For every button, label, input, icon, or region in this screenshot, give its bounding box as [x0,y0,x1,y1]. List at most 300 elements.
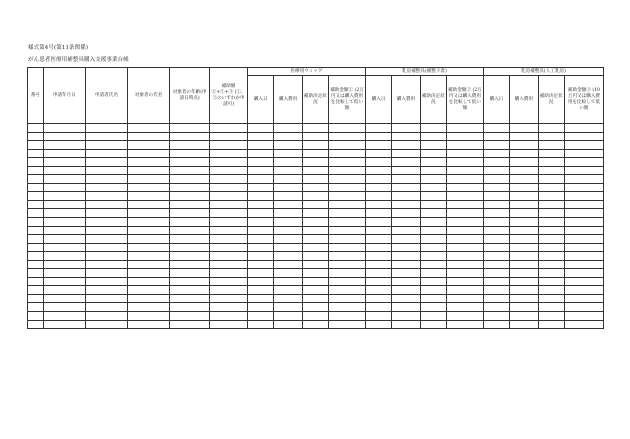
table-cell[interactable] [170,209,210,218]
table-cell[interactable] [210,260,248,269]
table-cell[interactable] [274,158,302,167]
table-cell[interactable] [446,158,483,167]
table-cell[interactable] [128,235,170,244]
table-cell[interactable] [446,183,483,192]
table-cell[interactable] [85,235,127,244]
table-cell[interactable] [483,209,509,218]
table-cell[interactable] [128,175,170,184]
table-cell[interactable] [248,209,274,218]
table-cell[interactable] [329,226,366,235]
table-cell[interactable] [85,149,127,158]
table-cell[interactable] [329,149,366,158]
table-cell[interactable] [420,303,446,312]
table-cell[interactable] [392,269,420,278]
table-cell[interactable] [483,149,509,158]
table-cell[interactable] [85,218,127,227]
table-cell[interactable] [564,312,603,321]
table-cell[interactable] [446,243,483,252]
table-cell[interactable] [392,183,420,192]
table-cell[interactable] [274,183,302,192]
table-cell[interactable] [538,294,564,303]
table-cell[interactable] [365,252,391,261]
table-cell[interactable] [446,303,483,312]
table-cell[interactable] [365,312,391,321]
table-cell[interactable] [43,200,85,209]
table-cell[interactable] [564,235,603,244]
table-cell[interactable] [210,252,248,261]
table-cell[interactable] [365,294,391,303]
table-cell[interactable] [392,286,420,295]
table-cell[interactable] [483,312,509,321]
table-cell[interactable] [538,277,564,286]
table-cell[interactable] [302,294,328,303]
table-cell[interactable] [248,320,274,329]
table-cell[interactable] [128,132,170,141]
table-cell[interactable] [85,260,127,269]
table-cell[interactable] [85,277,127,286]
table-cell[interactable] [170,175,210,184]
table-cell[interactable] [170,124,210,133]
table-cell[interactable] [329,183,366,192]
table-cell[interactable] [392,312,420,321]
table-cell[interactable] [446,141,483,150]
table-cell[interactable] [329,312,366,321]
table-cell[interactable] [538,312,564,321]
table-cell[interactable] [538,183,564,192]
table-cell[interactable] [274,124,302,133]
table-cell[interactable] [28,192,44,201]
table-cell[interactable] [392,260,420,269]
table-cell[interactable] [274,209,302,218]
table-cell[interactable] [85,132,127,141]
table-cell[interactable] [28,218,44,227]
table-cell[interactable] [170,141,210,150]
table-cell[interactable] [392,166,420,175]
table-cell[interactable] [210,200,248,209]
table-cell[interactable] [170,294,210,303]
table-cell[interactable] [302,277,328,286]
table-cell[interactable] [420,260,446,269]
table-cell[interactable] [329,320,366,329]
table-cell[interactable] [510,149,538,158]
table-cell[interactable] [210,320,248,329]
table-cell[interactable] [302,243,328,252]
table-cell[interactable] [392,149,420,158]
table-cell[interactable] [483,286,509,295]
table-cell[interactable] [302,132,328,141]
table-cell[interactable] [538,286,564,295]
table-cell[interactable] [210,141,248,150]
table-cell[interactable] [420,132,446,141]
table-cell[interactable] [43,158,85,167]
table-cell[interactable] [28,124,44,133]
table-cell[interactable] [128,166,170,175]
table-cell[interactable] [28,320,44,329]
table-cell[interactable] [329,200,366,209]
table-cell[interactable] [392,218,420,227]
table-cell[interactable] [28,166,44,175]
table-cell[interactable] [329,243,366,252]
table-cell[interactable] [210,166,248,175]
table-cell[interactable] [43,252,85,261]
table-cell[interactable] [510,320,538,329]
table-cell[interactable] [274,200,302,209]
table-cell[interactable] [210,294,248,303]
table-cell[interactable] [302,192,328,201]
table-cell[interactable] [274,303,302,312]
table-cell[interactable] [564,166,603,175]
table-cell[interactable] [510,141,538,150]
table-cell[interactable] [43,277,85,286]
table-cell[interactable] [85,312,127,321]
table-cell[interactable] [43,149,85,158]
table-cell[interactable] [483,260,509,269]
table-cell[interactable] [446,252,483,261]
table-cell[interactable] [28,243,44,252]
table-cell[interactable] [248,124,274,133]
table-cell[interactable] [85,286,127,295]
table-cell[interactable] [446,312,483,321]
table-cell[interactable] [420,192,446,201]
table-cell[interactable] [128,218,170,227]
table-cell[interactable] [446,192,483,201]
table-cell[interactable] [274,243,302,252]
table-cell[interactable] [564,183,603,192]
table-cell[interactable] [248,260,274,269]
table-cell[interactable] [274,175,302,184]
table-cell[interactable] [564,124,603,133]
table-cell[interactable] [248,226,274,235]
table-cell[interactable] [302,124,328,133]
table-cell[interactable] [564,269,603,278]
table-cell[interactable] [538,141,564,150]
table-cell[interactable] [446,294,483,303]
table-cell[interactable] [483,218,509,227]
table-cell[interactable] [170,200,210,209]
table-cell[interactable] [329,235,366,244]
table-cell[interactable] [170,286,210,295]
table-cell[interactable] [329,209,366,218]
table-cell[interactable] [302,320,328,329]
table-cell[interactable] [510,183,538,192]
table-cell[interactable] [365,277,391,286]
table-cell[interactable] [210,124,248,133]
table-cell[interactable] [483,124,509,133]
table-cell[interactable] [329,175,366,184]
table-cell[interactable] [85,124,127,133]
table-cell[interactable] [43,166,85,175]
table-cell[interactable] [43,243,85,252]
table-cell[interactable] [85,243,127,252]
table-cell[interactable] [248,277,274,286]
table-cell[interactable] [170,260,210,269]
table-cell[interactable] [43,235,85,244]
table-cell[interactable] [510,269,538,278]
table-cell[interactable] [392,124,420,133]
table-cell[interactable] [483,175,509,184]
table-cell[interactable] [392,200,420,209]
table-cell[interactable] [392,320,420,329]
table-cell[interactable] [483,320,509,329]
table-cell[interactable] [170,149,210,158]
table-cell[interactable] [420,277,446,286]
table-cell[interactable] [28,269,44,278]
table-cell[interactable] [564,200,603,209]
table-cell[interactable] [329,252,366,261]
table-cell[interactable] [248,149,274,158]
table-cell[interactable] [28,175,44,184]
table-cell[interactable] [420,286,446,295]
table-cell[interactable] [210,269,248,278]
table-cell[interactable] [483,303,509,312]
table-cell[interactable] [446,226,483,235]
table-cell[interactable] [128,158,170,167]
table-cell[interactable] [420,252,446,261]
table-cell[interactable] [85,303,127,312]
table-cell[interactable] [483,166,509,175]
table-cell[interactable] [365,286,391,295]
table-cell[interactable] [564,218,603,227]
table-cell[interactable] [420,269,446,278]
table-cell[interactable] [210,158,248,167]
table-cell[interactable] [43,286,85,295]
table-cell[interactable] [274,252,302,261]
table-cell[interactable] [248,192,274,201]
table-cell[interactable] [302,218,328,227]
table-cell[interactable] [210,149,248,158]
table-cell[interactable] [248,269,274,278]
table-cell[interactable] [128,183,170,192]
table-cell[interactable] [248,294,274,303]
table-cell[interactable] [85,183,127,192]
table-cell[interactable] [420,183,446,192]
table-cell[interactable] [128,192,170,201]
table-cell[interactable] [128,320,170,329]
table-cell[interactable] [392,277,420,286]
table-cell[interactable] [510,294,538,303]
table-cell[interactable] [170,269,210,278]
table-cell[interactable] [128,312,170,321]
table-cell[interactable] [365,166,391,175]
table-cell[interactable] [248,218,274,227]
table-cell[interactable] [329,303,366,312]
table-cell[interactable] [128,294,170,303]
table-cell[interactable] [538,124,564,133]
table-cell[interactable] [302,286,328,295]
table-cell[interactable] [538,200,564,209]
table-cell[interactable] [170,235,210,244]
table-cell[interactable] [365,218,391,227]
table-cell[interactable] [28,286,44,295]
table-cell[interactable] [302,312,328,321]
table-cell[interactable] [392,175,420,184]
table-cell[interactable] [329,218,366,227]
table-cell[interactable] [538,269,564,278]
table-cell[interactable] [365,200,391,209]
table-cell[interactable] [510,252,538,261]
table-cell[interactable] [128,269,170,278]
table-cell[interactable] [210,209,248,218]
table-cell[interactable] [28,200,44,209]
table-cell[interactable] [564,320,603,329]
table-cell[interactable] [446,260,483,269]
table-cell[interactable] [85,141,127,150]
table-cell[interactable] [392,209,420,218]
table-cell[interactable] [420,312,446,321]
table-cell[interactable] [128,260,170,269]
table-cell[interactable] [510,124,538,133]
table-cell[interactable] [365,183,391,192]
table-cell[interactable] [365,226,391,235]
table-cell[interactable] [483,243,509,252]
table-cell[interactable] [302,141,328,150]
table-cell[interactable] [538,303,564,312]
table-cell[interactable] [128,303,170,312]
table-cell[interactable] [365,269,391,278]
table-cell[interactable] [210,235,248,244]
table-cell[interactable] [392,235,420,244]
table-cell[interactable] [28,132,44,141]
table-cell[interactable] [538,192,564,201]
table-cell[interactable] [564,243,603,252]
table-cell[interactable] [248,235,274,244]
table-cell[interactable] [538,243,564,252]
table-cell[interactable] [365,243,391,252]
table-cell[interactable] [446,218,483,227]
table-cell[interactable] [446,269,483,278]
table-cell[interactable] [28,183,44,192]
table-cell[interactable] [274,141,302,150]
table-cell[interactable] [85,269,127,278]
table-cell[interactable] [43,226,85,235]
table-cell[interactable] [28,235,44,244]
table-cell[interactable] [483,158,509,167]
table-cell[interactable] [329,141,366,150]
table-cell[interactable] [420,166,446,175]
table-cell[interactable] [85,294,127,303]
table-cell[interactable] [510,312,538,321]
table-cell[interactable] [28,277,44,286]
table-cell[interactable] [85,158,127,167]
table-cell[interactable] [43,269,85,278]
table-cell[interactable] [329,158,366,167]
table-cell[interactable] [128,243,170,252]
table-cell[interactable] [329,294,366,303]
table-cell[interactable] [128,149,170,158]
table-cell[interactable] [128,286,170,295]
table-cell[interactable] [170,243,210,252]
table-cell[interactable] [365,175,391,184]
table-cell[interactable] [420,243,446,252]
table-cell[interactable] [210,183,248,192]
table-cell[interactable] [510,260,538,269]
table-cell[interactable] [538,166,564,175]
table-cell[interactable] [392,303,420,312]
table-cell[interactable] [43,303,85,312]
table-cell[interactable] [483,141,509,150]
table-cell[interactable] [302,260,328,269]
table-cell[interactable] [248,166,274,175]
table-cell[interactable] [248,158,274,167]
table-cell[interactable] [302,303,328,312]
table-cell[interactable] [248,183,274,192]
table-cell[interactable] [538,218,564,227]
table-cell[interactable] [170,183,210,192]
table-cell[interactable] [302,269,328,278]
table-cell[interactable] [43,132,85,141]
table-cell[interactable] [43,294,85,303]
table-cell[interactable] [392,294,420,303]
table-cell[interactable] [510,277,538,286]
table-cell[interactable] [510,132,538,141]
table-cell[interactable] [420,124,446,133]
table-cell[interactable] [564,158,603,167]
table-cell[interactable] [483,192,509,201]
table-cell[interactable] [28,226,44,235]
table-cell[interactable] [274,192,302,201]
table-cell[interactable] [538,158,564,167]
table-cell[interactable] [392,226,420,235]
table-cell[interactable] [420,158,446,167]
table-cell[interactable] [128,252,170,261]
table-cell[interactable] [329,260,366,269]
table-cell[interactable] [302,226,328,235]
table-cell[interactable] [446,124,483,133]
table-cell[interactable] [329,286,366,295]
table-cell[interactable] [43,141,85,150]
table-cell[interactable] [170,218,210,227]
table-cell[interactable] [210,312,248,321]
table-cell[interactable] [564,260,603,269]
table-cell[interactable] [538,235,564,244]
table-cell[interactable] [538,149,564,158]
table-cell[interactable] [210,132,248,141]
table-cell[interactable] [274,226,302,235]
table-cell[interactable] [365,141,391,150]
table-cell[interactable] [28,260,44,269]
table-cell[interactable] [248,252,274,261]
table-cell[interactable] [128,277,170,286]
table-cell[interactable] [248,243,274,252]
table-cell[interactable] [420,235,446,244]
table-cell[interactable] [128,200,170,209]
table-cell[interactable] [420,226,446,235]
table-cell[interactable] [483,132,509,141]
table-cell[interactable] [510,235,538,244]
table-cell[interactable] [43,260,85,269]
table-cell[interactable] [210,277,248,286]
table-cell[interactable] [170,277,210,286]
table-cell[interactable] [365,320,391,329]
table-cell[interactable] [329,269,366,278]
table-cell[interactable] [483,294,509,303]
table-cell[interactable] [274,312,302,321]
table-cell[interactable] [248,141,274,150]
table-cell[interactable] [85,252,127,261]
table-cell[interactable] [420,149,446,158]
table-cell[interactable] [392,192,420,201]
table-cell[interactable] [85,209,127,218]
table-cell[interactable] [248,303,274,312]
table-cell[interactable] [302,166,328,175]
table-cell[interactable] [365,124,391,133]
table-cell[interactable] [302,175,328,184]
table-cell[interactable] [538,175,564,184]
table-cell[interactable] [248,200,274,209]
table-cell[interactable] [365,149,391,158]
table-cell[interactable] [392,158,420,167]
table-cell[interactable] [274,277,302,286]
